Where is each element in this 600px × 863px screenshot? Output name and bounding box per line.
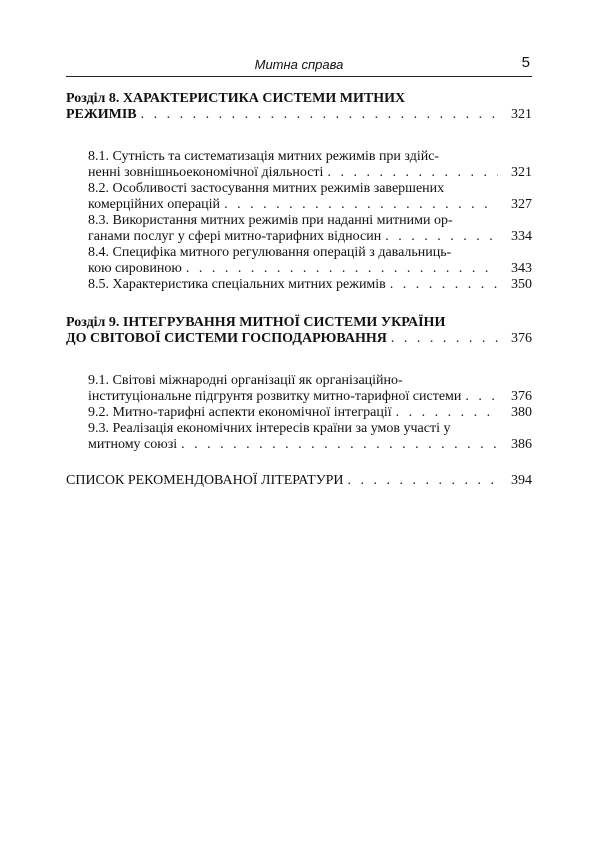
chapter-title-line: Розділ 9. ІНТЕГРУВАННЯ МИТНОЇ СИСТЕМИ УКРАЇНИ [66, 315, 446, 330]
section-line: 8.4. Специфіка митного регулювання операцій з давальниць- [88, 245, 452, 260]
dot-leader [385, 229, 498, 245]
spacer [66, 453, 532, 473]
dot-leader [396, 405, 498, 421]
section-page-number: 334 [511, 229, 532, 244]
bibliography-page-number: 394 [511, 473, 532, 488]
toc-section [66, 373, 532, 405]
toc-section [66, 421, 532, 453]
toc-section [66, 405, 532, 421]
section-line: ганами послуг у сфері митно-тарифних відносин [88, 229, 382, 244]
section-page-number: 321 [511, 165, 532, 180]
bibliography-title: СПИСОК РЕКОМЕНДОВАНОЇ ЛІТЕРАТУРИ [66, 473, 344, 488]
section-leader-line [66, 389, 532, 405]
chapter-page-number: 376 [511, 331, 532, 346]
section-leader-line [66, 405, 532, 421]
dot-leader [391, 331, 498, 347]
dot-leader [465, 389, 498, 405]
section-leader-line [66, 165, 532, 181]
section-page-number: 376 [511, 389, 532, 404]
dot-leader [327, 165, 498, 181]
section-leader-line [66, 229, 532, 245]
toc-chapter-9 [66, 315, 532, 347]
section-line: 8.2. Особливості застосування митних режимів завершених [88, 181, 445, 196]
chapter-title-line: РЕЖИМІВ [66, 107, 137, 122]
toc-section [66, 181, 532, 213]
page-number: 5 [521, 54, 530, 71]
toc-section [66, 149, 532, 181]
section-line: кою сировиною [88, 261, 182, 276]
chapter-page-number: 321 [511, 107, 532, 122]
toc-section [66, 277, 532, 293]
running-header-title: Митна справа [254, 57, 344, 72]
toc-section [66, 213, 532, 245]
chapter-title-leader-line [66, 331, 532, 347]
section-line: митному союзі [88, 437, 178, 452]
section-line: 9.2. Митно-тарифні аспекти економічної інтеграції [88, 405, 392, 420]
section-leader-line [66, 197, 532, 213]
section-page-number: 327 [511, 197, 532, 212]
spacer [66, 135, 532, 149]
bibliography-leader-line [66, 473, 532, 489]
toc-chapter-8 [66, 91, 532, 123]
section-line: комерційних операцій [88, 197, 221, 212]
section-line: 9.3. Реалізація економічних інтересів країни за умов участі у [88, 421, 451, 436]
running-header [66, 54, 532, 77]
section-line: 9.1. Світові міжнародні організації як організаційно- [88, 373, 403, 388]
dot-leader [348, 473, 499, 489]
chapter-title-leader-line [66, 107, 532, 123]
section-page-number: 343 [511, 261, 532, 276]
section-leader-line [66, 437, 532, 453]
dot-leader [181, 437, 498, 453]
dot-leader [224, 197, 498, 213]
section-line: 8.3. Використання митних режимів при наданні митними ор- [88, 213, 453, 228]
section-line: 8.1. Сутність та систематизація митних режимів при здійс- [88, 149, 440, 164]
section-leader-line [66, 261, 532, 277]
toc-bibliography [66, 473, 532, 489]
section-line: ненні зовнішньоекономічної діяльності [88, 165, 324, 180]
chapter-title-line: Розділ 8. ХАРАКТЕРИСТИКА СИСТЕМИ МИТНИХ [66, 91, 406, 106]
spacer [66, 359, 532, 373]
section-line: 8.5. Характеристика спеціальних митних режимів [88, 277, 386, 292]
chapter-title-line: ДО СВІТОВОЇ СИСТЕМИ ГОСПОДАРЮВАННЯ [66, 331, 387, 346]
dot-leader [186, 261, 498, 277]
toc-section [66, 245, 532, 277]
section-line: інституціональне підгрунтя розвитку митно-тарифної системи [88, 389, 462, 404]
section-page-number: 386 [511, 437, 532, 452]
table-of-contents [66, 91, 532, 489]
spacer [66, 293, 532, 315]
section-page-number: 350 [511, 277, 532, 292]
dot-leader [390, 277, 498, 293]
section-leader-line [66, 277, 532, 293]
section-page-number: 380 [511, 405, 532, 420]
dot-leader [141, 107, 498, 123]
